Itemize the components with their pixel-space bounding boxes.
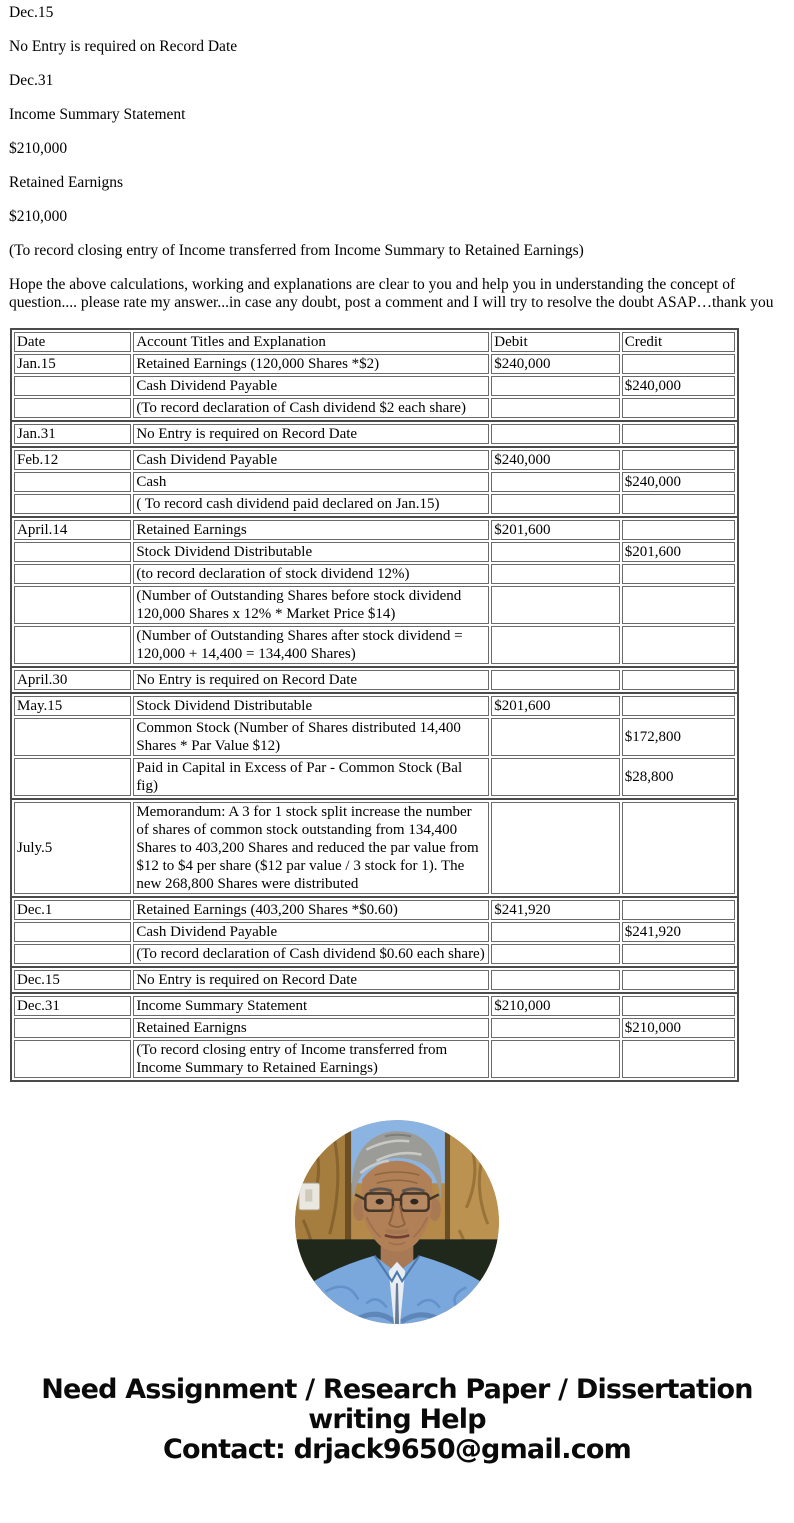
journal-group [11, 693, 738, 799]
journal-cell-date [14, 398, 131, 418]
journal-group [11, 421, 738, 447]
journal-cell-debit: $240,000 [491, 450, 619, 470]
journal-row [14, 758, 735, 796]
journal-cell-debit [491, 376, 619, 396]
journal-cell-credit [622, 494, 735, 514]
journal-row [14, 944, 735, 964]
journal-cell-debit [491, 626, 619, 664]
wall-switch-plate [299, 1183, 319, 1210]
journal-group [11, 517, 738, 667]
journal-cell-debit [491, 424, 619, 444]
journal-cell-debit [491, 718, 619, 756]
journal-cell-account: No Entry is required on Record Date [133, 670, 489, 690]
journal-cell-date: Feb.12 [14, 450, 131, 470]
journal-group [11, 799, 738, 897]
journal-cell-debit: $201,600 [491, 696, 619, 716]
journal-cell-credit [622, 424, 735, 444]
footer-line: writing Help [308, 1404, 486, 1435]
intro-paragraph: (To record closing entry of Income transferred from Income Summary to Retained Earnings) [9, 242, 584, 259]
footer-banner [9, 1375, 785, 1465]
journal-cell-date [14, 1040, 131, 1078]
journal-cell-credit [622, 900, 735, 920]
journal-cell-date [14, 758, 131, 796]
journal-cell-debit [491, 922, 619, 942]
journal-cell-credit [622, 520, 735, 540]
journal-cell-account: Income Summary Statement [133, 996, 489, 1016]
journal-header-row [14, 332, 735, 352]
journal-row [14, 354, 735, 374]
journal-cell-debit [491, 758, 619, 796]
journal-cell-date [14, 376, 131, 396]
journal-row [14, 1040, 735, 1078]
journal-cell-account: Retained Earnings (403,200 Shares *$0.60) [133, 900, 489, 920]
journal-cell-credit [622, 696, 735, 716]
journal-cell-debit [491, 472, 619, 492]
journal-cell-credit [622, 944, 735, 964]
column-header-cell: Account Titles and Explanation [133, 332, 489, 352]
journal-cell-debit [491, 1018, 619, 1038]
journal-row [14, 376, 735, 396]
journal-cell-account: (To record declaration of Cash dividend $0.60 each share) [133, 944, 489, 964]
journal-cell-date: July.5 [14, 802, 131, 894]
journal-row [14, 900, 735, 920]
journal-group [11, 897, 738, 967]
journal-row [14, 472, 735, 492]
journal-cell-debit [491, 944, 619, 964]
journal-cell-account: (To record closing entry of Income transferred from Income Summary to Retained Earnings) [133, 1040, 489, 1078]
journal-cell-credit: $210,000 [622, 1018, 735, 1038]
journal-cell-date [14, 922, 131, 942]
journal-cell-credit [622, 996, 735, 1016]
journal-cell-date: Dec.15 [14, 970, 131, 990]
journal-cell-debit [491, 564, 619, 584]
eyes [376, 1199, 384, 1205]
journal-cell-date: April.14 [14, 520, 131, 540]
journal-cell-account: (Number of Outstanding Shares before stock dividend 120,000 Shares x 12% * Market Price $14) [133, 586, 489, 624]
journal-cell-credit [622, 970, 735, 990]
journal-cell-account: Retained Earnigns [133, 1018, 489, 1038]
journal-cell-account: (to record declaration of stock dividend 12%) [133, 564, 489, 584]
journal-row [14, 586, 735, 624]
journal-cell-date [14, 494, 131, 514]
intro-paragraph: $210,000 [9, 140, 68, 157]
journal-cell-credit [622, 670, 735, 690]
journal-cell-date [14, 564, 131, 584]
intro-paragraph: No Entry is required on Record Date [9, 38, 238, 55]
journal-cell-credit [622, 586, 735, 624]
journal-cell-debit: $210,000 [491, 996, 619, 1016]
journal-cell-date [14, 1018, 131, 1038]
journal-cell-account: Cash [133, 472, 489, 492]
journal-cell-account: Cash Dividend Payable [133, 450, 489, 470]
journal-row [14, 564, 735, 584]
journal-cell-date: Dec.1 [14, 900, 131, 920]
journal-cell-debit [491, 542, 619, 562]
journal-cell-date: Dec.31 [14, 996, 131, 1016]
journal-group [11, 967, 738, 993]
journal-cell-date [14, 718, 131, 756]
journal-cell-debit: $201,600 [491, 520, 619, 540]
journal-cell-account: (To record declaration of Cash dividend $2 each share) [133, 398, 489, 418]
journal-row [14, 450, 735, 470]
mustache-shadow [386, 1230, 408, 1232]
journal-row [14, 520, 735, 540]
journal-row [14, 398, 735, 418]
journal-cell-date [14, 944, 131, 964]
journal-group [11, 447, 738, 517]
journal-row [14, 542, 735, 562]
footer-contact-email: Contact: drjack9650@gmail.com [163, 1434, 631, 1465]
journal-cell-date: Jan.15 [14, 354, 131, 374]
journal-cell-account: No Entry is required on Record Date [133, 970, 489, 990]
journal-cell-debit [491, 398, 619, 418]
journal-cell-account: (Number of Outstanding Shares after stock dividend = 120,000 + 14,400 = 134,400 Shares) [133, 626, 489, 664]
intro-paragraph: Retained Earnigns [9, 174, 124, 191]
journal-cell-credit [622, 1040, 735, 1078]
avatar-section [9, 1120, 785, 1329]
journal-cell-credit: $240,000 [622, 472, 735, 492]
journal-cell-credit [622, 398, 735, 418]
journal-group [11, 667, 738, 693]
journal-cell-credit [622, 564, 735, 584]
column-header-cell: Date [14, 332, 131, 352]
column-header-cell: Debit [491, 332, 619, 352]
journal-cell-debit [491, 670, 619, 690]
journal-cell-credit [622, 450, 735, 470]
journal-cell-account: No Entry is required on Record Date [133, 424, 489, 444]
journal-cell-account: Stock Dividend Distributable [133, 696, 489, 716]
journal-row [14, 494, 735, 514]
journal-cell-account: Paid in Capital in Excess of Par - Common Stock (Bal fig) [133, 758, 489, 796]
journal-cell-credit: $201,600 [622, 542, 735, 562]
journal-row [14, 922, 735, 942]
journal-row [14, 696, 735, 716]
journal-cell-credit [622, 354, 735, 374]
journal-cell-credit [622, 802, 735, 894]
journal-cell-credit [622, 626, 735, 664]
journal-cell-account: Memorandum: A 3 for 1 stock split increase the number of shares of common stock outstanding from 134,400 Shares to 403,200 Shares and reduced the par value from $12 to $4 per share ($12 par value / 3 stock for 1). The new 268,800 Shares were distributed [133, 802, 489, 894]
journal-group [11, 993, 738, 1081]
journal-cell-debit: $241,920 [491, 900, 619, 920]
intro-paragraph: Income Summary Statement [9, 106, 186, 123]
journal-entries-table [10, 328, 739, 1082]
journal-row [14, 970, 735, 990]
journal-cell-credit: $240,000 [622, 376, 735, 396]
journal-cell-date: Jan.31 [14, 424, 131, 444]
journal-row [14, 424, 735, 444]
journal-cell-debit [491, 586, 619, 624]
tutor-photo [295, 1120, 499, 1324]
journal-cell-date [14, 586, 131, 624]
journal-cell-account: Retained Earnings [133, 520, 489, 540]
journal-cell-account: Cash Dividend Payable [133, 376, 489, 396]
journal-cell-date [14, 542, 131, 562]
journal-cell-account: Common Stock (Number of Shares distributed 14,400 Shares * Par Value $12) [133, 718, 489, 756]
journal-cell-credit: $28,800 [622, 758, 735, 796]
journal-cell-debit [491, 970, 619, 990]
column-header-cell: Credit [622, 332, 735, 352]
journal-row [14, 626, 735, 664]
journal-cell-date [14, 472, 131, 492]
journal-cell-account: Retained Earnings (120,000 Shares *$2) [133, 354, 489, 374]
intro-text-block [9, 4, 785, 312]
journal-row [14, 996, 735, 1016]
journal-cell-date: April.30 [14, 670, 131, 690]
journal-group [11, 329, 738, 421]
journal-cell-account: ( To record cash dividend paid declared on Jan.15) [133, 494, 489, 514]
journal-cell-account: Stock Dividend Distributable [133, 542, 489, 562]
journal-cell-debit: $240,000 [491, 354, 619, 374]
journal-row [14, 670, 735, 690]
intro-paragraph: $210,000 [9, 208, 68, 225]
intro-closing-note: Hope the above calculations, working and explanations are clear to you and help you in understanding the concept of question.... please rate my answer...in case any doubt, post a comment and I will try to resolve the doubt ASAP…thank you [9, 276, 774, 311]
journal-cell-credit: $241,920 [622, 922, 735, 942]
journal-cell-credit: $172,800 [622, 718, 735, 756]
footer-line: Need Assignment / Research Paper / Dissertation [41, 1374, 753, 1405]
journal-row [14, 802, 735, 894]
journal-cell-date: May.15 [14, 696, 131, 716]
journal-cell-debit [491, 494, 619, 514]
journal-cell-account: Cash Dividend Payable [133, 922, 489, 942]
journal-cell-date [14, 626, 131, 664]
journal-row [14, 1018, 735, 1038]
journal-row [14, 718, 735, 756]
intro-paragraph: Dec.31 [9, 72, 54, 89]
journal-cell-debit [491, 802, 619, 894]
intro-paragraph: Dec.15 [9, 4, 54, 21]
journal-cell-debit [491, 1040, 619, 1078]
